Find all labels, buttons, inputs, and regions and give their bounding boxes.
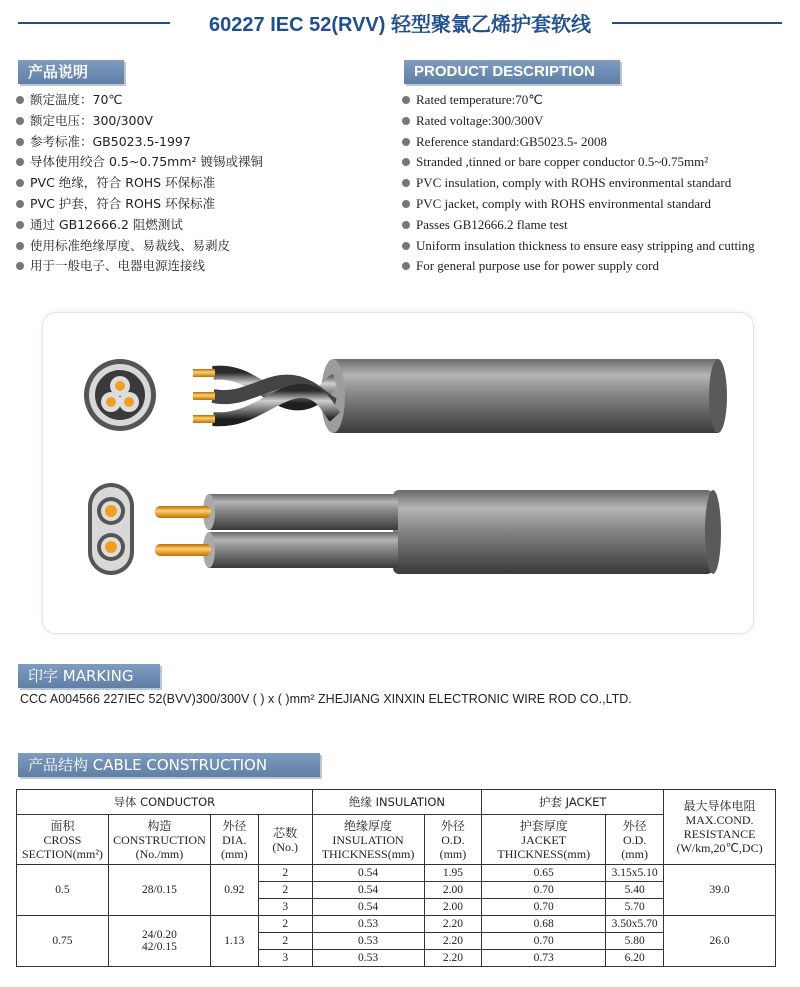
desc-cn-item-text: PVC 护套，符合 ROHS 环保标准 <box>30 195 216 211</box>
header-line: 面积 <box>50 818 75 833</box>
jacket-od-cell: 5.80 <box>606 933 664 950</box>
bullet-icon <box>16 242 24 250</box>
diameter-cell: 1.13 <box>210 916 258 967</box>
bullet-icon <box>402 200 410 208</box>
desc-en-item-text: PVC insulation, comply with ROHS environmental standard <box>416 175 732 191</box>
jacket-thickness-cell: 0.70 <box>482 882 606 899</box>
bullet-icon <box>402 158 410 166</box>
desc-en-item-text: Stranded ,tinned or bare copper conductor 0.5~0.75mm² <box>416 154 709 170</box>
header-line: INSULATION <box>332 832 404 847</box>
header-line: 外径 <box>222 818 247 833</box>
max-resistance-header <box>664 790 776 865</box>
bullet-icon <box>16 221 24 229</box>
construction-header-cell <box>108 815 210 865</box>
bullet-icon <box>16 138 24 146</box>
desc-cn-item <box>16 152 263 173</box>
round-cable-jacket <box>333 359 718 433</box>
table-row <box>17 865 776 882</box>
insulation-thickness-cell: 0.54 <box>312 865 424 882</box>
insulation-od-cell: 2.20 <box>424 916 482 933</box>
desc-cn-item-text: 使用标准绝缘厚度、易裁线、易剥皮 <box>30 237 231 253</box>
header-line: JACKET <box>521 832 567 847</box>
bullet-icon <box>16 96 24 104</box>
desc-en-item <box>402 236 755 257</box>
bullet-icon <box>402 221 410 229</box>
header-line: 护套厚度 <box>519 818 568 833</box>
desc-cn-item <box>16 111 263 132</box>
desc-cn-item <box>16 173 263 194</box>
bullet-icon <box>16 158 24 166</box>
jacket-thickness-cell: 0.68 <box>482 916 606 933</box>
jacket-thickness-header <box>482 815 606 865</box>
cross-section-header <box>17 815 109 865</box>
bullet-icon <box>16 117 24 125</box>
bullet-icon <box>16 200 24 208</box>
bullet-icon <box>402 262 410 270</box>
header-line: (mm) <box>220 846 248 861</box>
bullet-icon <box>402 96 410 104</box>
jacket-thickness-cell: 0.70 <box>482 899 606 916</box>
group-conductor-header: 导体 CONDUCTOR <box>17 790 313 815</box>
header-line: DIA. <box>222 832 247 847</box>
desc-en-item-text: Uniform insulation thickness to ensure easy stripping and cutting <box>416 237 755 253</box>
cores-cell: 2 <box>258 882 312 899</box>
jacket-od-header <box>606 815 664 865</box>
desc-cn-item-text: 参考标准：GB5023.5-1997 <box>30 133 191 149</box>
insulation-od-header <box>424 815 482 865</box>
desc-en-item <box>402 173 755 194</box>
jacket-od-cell: 3.15x5.10 <box>606 865 664 882</box>
desc-cn-item <box>16 194 263 215</box>
desc-en-header: PRODUCT DESCRIPTION <box>404 60 620 84</box>
header-line: (mm) <box>439 846 467 861</box>
desc-cn-item-text: PVC 绝缘，符合 ROHS 环保标准 <box>30 175 216 191</box>
header-line: CROSS <box>43 832 82 847</box>
desc-en-item <box>402 111 755 132</box>
cable-drawing <box>43 313 753 633</box>
desc-en-item-text: Reference standard:GB5023.5- 2008 <box>416 133 607 149</box>
insulation-thickness-cell: 0.53 <box>312 916 424 933</box>
header-line: O.D. <box>622 832 647 847</box>
header-line: 外径 <box>440 818 465 833</box>
desc-en-item <box>402 256 755 277</box>
cross-section-cell: 0.5 <box>17 865 109 916</box>
round-cross-section <box>84 359 156 431</box>
desc-en-item <box>402 90 755 111</box>
desc-cn-item <box>16 236 263 257</box>
cores-cell: 3 <box>258 899 312 916</box>
cores-cell: 2 <box>258 916 312 933</box>
diameter-cell: 0.92 <box>210 865 258 916</box>
header-line: (mm) <box>621 846 648 861</box>
header-line: O.D. <box>441 832 465 847</box>
table-row <box>17 916 776 933</box>
desc-en-item <box>402 215 755 236</box>
construction-cell <box>108 865 210 916</box>
header-line: (No.) <box>272 839 299 854</box>
desc-cn-list <box>16 90 263 277</box>
header-line: 绝缘厚度 <box>344 818 393 833</box>
construction-header: 产品结构 CABLE CONSTRUCTION <box>18 753 320 777</box>
jacket-thickness-cell: 0.65 <box>482 865 606 882</box>
jacket-od-cell: 6.20 <box>606 950 664 967</box>
cross-section-cell: 0.75 <box>17 916 109 967</box>
jacket-od-cell: 5.40 <box>606 882 664 899</box>
jacket-od-cell: 3.50x5.70 <box>606 916 664 933</box>
desc-cn-item-text: 额定温度：70℃ <box>30 92 123 107</box>
header-line: 芯数 <box>273 825 298 840</box>
bullet-icon <box>16 262 24 270</box>
desc-en-list <box>402 90 755 277</box>
header-line: THICKNESS(mm) <box>321 846 415 861</box>
max-resistance-cell: 39.0 <box>664 865 776 916</box>
bullet-icon <box>402 179 410 187</box>
cable-illustration <box>42 312 754 634</box>
jacket-od-cell: 5.70 <box>606 899 664 916</box>
insulation-thickness-cell: 0.53 <box>312 950 424 967</box>
header-line: CONSTRUCTION <box>113 832 206 847</box>
desc-cn-item-text: 导体使用绞合 0.5~0.75mm² 镀锡或裸铜 <box>30 154 263 170</box>
header-line: (W/km,20℃,DC) <box>676 841 763 855</box>
page-title: 60227 IEC 52(RVV) 轻型聚氯乙烯护套软线 <box>0 8 800 37</box>
header-line: 最大导体电阻 <box>683 799 756 813</box>
cell-line: 28/0.15 <box>142 884 177 896</box>
cell-line: 42/0.15 <box>142 941 177 953</box>
construction-cell <box>108 916 210 967</box>
desc-cn-item-text: 通过 GB12666.2 阻燃测试 <box>30 216 183 232</box>
header-line: MAX.COND. <box>685 813 754 827</box>
desc-cn-item <box>16 132 263 153</box>
group-jacket-header: 护套 JACKET <box>482 790 664 815</box>
desc-cn-header: 产品说明 <box>18 60 124 84</box>
max-resistance-cell: 26.0 <box>664 916 776 967</box>
header-line: 外径 <box>622 818 647 833</box>
bullet-icon <box>402 242 410 250</box>
header-line: RESISTANCE <box>683 827 756 841</box>
cores-cell: 3 <box>258 950 312 967</box>
jacket-thickness-cell: 0.70 <box>482 933 606 950</box>
bullet-icon <box>16 179 24 187</box>
header-line: SECTION(mm²) <box>22 846 103 861</box>
desc-en-item-text: Rated voltage:300/300V <box>416 112 544 128</box>
construction-table <box>16 789 776 967</box>
insulation-od-cell: 1.95 <box>424 865 482 882</box>
marking-text: CCC A004566 227IEC 52(BVV)300/300V ( ) x ( )mm² ZHEJIANG XINXIN ELECTRONIC WIRE ROD CO.,LTD. <box>20 692 632 706</box>
insulation-od-cell: 2.00 <box>424 899 482 916</box>
insulation-thickness-cell: 0.54 <box>312 899 424 916</box>
jacket-thickness-cell: 0.73 <box>482 950 606 967</box>
cell-line: 24/0.20 <box>142 929 177 941</box>
cores-header <box>258 815 312 865</box>
bullet-icon <box>402 117 410 125</box>
desc-cn-item <box>16 256 263 277</box>
construction-table-body <box>17 865 776 967</box>
insulation-od-cell: 2.20 <box>424 950 482 967</box>
header-line: (No./mm) <box>135 846 184 861</box>
group-insulation-header: 绝缘 INSULATION <box>312 790 482 815</box>
desc-cn-item-text: 用于一般电子、电器电源连接线 <box>30 258 206 274</box>
flat-cable <box>155 490 721 574</box>
insulation-od-cell: 2.00 <box>424 882 482 899</box>
desc-en-item-text: Passes GB12666.2 flame test <box>416 216 568 232</box>
desc-cn-item <box>16 90 263 111</box>
marking-header: 印字 MARKING <box>18 664 160 688</box>
round-cable-wires <box>193 369 335 423</box>
desc-en-item <box>402 132 755 153</box>
desc-en-item <box>402 152 755 173</box>
desc-en-item <box>402 194 755 215</box>
header-line: 构造 <box>147 818 172 833</box>
header-line: THICKNESS(mm) <box>497 846 591 861</box>
diameter-header <box>210 815 258 865</box>
bullet-icon <box>402 138 410 146</box>
insulation-thickness-header <box>312 815 424 865</box>
cores-cell: 2 <box>258 933 312 950</box>
desc-en-item-text: Rated temperature:70℃ <box>416 92 543 107</box>
insulation-thickness-cell: 0.53 <box>312 933 424 950</box>
desc-en-item-text: PVC jacket, comply with ROHS environmental standard <box>416 195 711 211</box>
insulation-thickness-cell: 0.54 <box>312 882 424 899</box>
flat-cross-section <box>88 483 134 575</box>
desc-cn-item-text: 额定电压：300/300V <box>30 112 153 128</box>
insulation-od-cell: 2.20 <box>424 933 482 950</box>
cores-cell: 2 <box>258 865 312 882</box>
desc-en-item-text: For general purpose use for power supply cord <box>416 258 659 274</box>
desc-cn-item <box>16 215 263 236</box>
